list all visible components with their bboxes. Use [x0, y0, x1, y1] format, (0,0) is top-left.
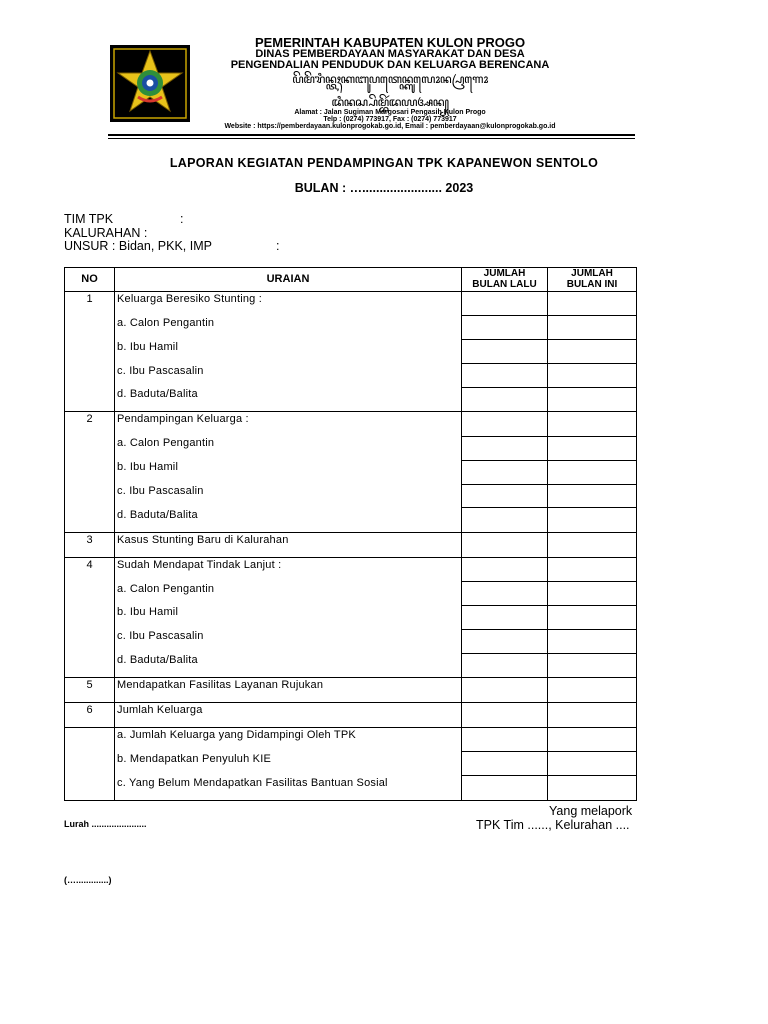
row-description: d. Baduta/Balita [115, 653, 462, 677]
input-bulan-ini[interactable] [548, 412, 637, 436]
input-bulan-ini[interactable] [548, 727, 637, 751]
row-description: Keluarga Beresiko Stunting : [115, 291, 462, 315]
row-number [65, 653, 115, 677]
row-number: 2 [65, 412, 115, 436]
row-description: c. Ibu Pascasalin [115, 484, 462, 508]
input-bulan-lalu[interactable] [462, 653, 548, 677]
input-bulan-ini[interactable] [548, 653, 637, 677]
input-bulan-lalu[interactable] [462, 484, 548, 508]
row-number [65, 484, 115, 508]
table-row [65, 508, 637, 532]
input-bulan-ini[interactable] [548, 436, 637, 460]
input-bulan-ini[interactable] [548, 678, 637, 703]
input-bulan-lalu[interactable] [462, 508, 548, 532]
input-bulan-ini[interactable] [548, 703, 637, 728]
header-no: NO [65, 268, 115, 292]
header-jumlah-bulan-lalu [462, 268, 548, 292]
row-description: c. Yang Belum Mendapatkan Fasilitas Bantuan Sosial [115, 776, 462, 800]
row-description: d. Baduta/Balita [115, 387, 462, 411]
letterhead-government: PEMERINTAH KABUPATEN KULON PROGO [254, 35, 526, 50]
table-row [65, 364, 637, 388]
input-bulan-lalu[interactable] [462, 605, 548, 629]
row-number [65, 436, 115, 460]
table-row [65, 727, 637, 751]
row-number: 6 [65, 703, 115, 728]
letterhead-address: Alamat : Jalan Sugiman Margosari Pengasih Kulon Progo [294, 109, 486, 116]
table-row [65, 412, 637, 436]
activity-report-table [64, 267, 637, 801]
table-row [65, 460, 637, 484]
table-row [65, 629, 637, 653]
header-jumlah-bulan-ini-line1: JUMLAH [571, 268, 613, 280]
table-row [65, 653, 637, 677]
table-row [65, 678, 637, 703]
row-description: b. Ibu Hamil [115, 340, 462, 364]
table-row [65, 340, 637, 364]
report-title: LAPORAN KEGIATAN PENDAMPINGAN TPK KAPANEWON SENTOLO [169, 156, 599, 170]
row-number [65, 364, 115, 388]
table-row [65, 532, 637, 557]
lurah-signature-label: Lurah ...................... [64, 819, 147, 829]
row-number [65, 340, 115, 364]
input-bulan-ini[interactable] [548, 340, 637, 364]
table-row [65, 752, 637, 776]
row-description: b. Ibu Hamil [115, 460, 462, 484]
table-row [65, 316, 637, 340]
input-bulan-ini[interactable] [548, 557, 637, 581]
row-description: a. Calon Pengantin [115, 316, 462, 340]
input-bulan-ini[interactable] [548, 508, 637, 532]
row-number [65, 752, 115, 776]
table-row [65, 776, 637, 800]
row-number: 5 [65, 678, 115, 703]
regency-logo [110, 45, 190, 122]
table-row [65, 484, 637, 508]
row-number [65, 629, 115, 653]
input-bulan-lalu[interactable] [462, 629, 548, 653]
team-label: TIM TPK [64, 212, 114, 226]
unsur-label: UNSUR : Bidan, PKK, IMP [64, 239, 212, 253]
table-row [65, 582, 637, 606]
input-bulan-lalu[interactable] [462, 291, 548, 315]
row-number: 1 [65, 291, 115, 315]
input-bulan-lalu[interactable] [462, 316, 548, 340]
header-jumlah-bulan-ini-line2: BULAN INI [566, 279, 618, 291]
letterhead-divider-thin [108, 138, 635, 139]
input-bulan-lalu[interactable] [462, 557, 548, 581]
team-colon: : [180, 212, 184, 226]
table-row [65, 605, 637, 629]
letterhead-agency-line2: PENGENDALIAN PENDUDUK DAN KELUARGA BERENCANA [230, 59, 550, 71]
table-header-row [65, 268, 637, 292]
header-jumlah-bulan-ini [548, 268, 637, 292]
input-bulan-ini[interactable] [548, 629, 637, 653]
row-description: c. Ibu Pascasalin [115, 364, 462, 388]
reporter-label: Yang melapork [549, 804, 633, 818]
row-description: Jumlah Keluarga [115, 703, 462, 728]
table-row [65, 557, 637, 581]
lurah-signature-name: (….............) [64, 875, 112, 885]
table-row [65, 703, 637, 728]
row-description: Kasus Stunting Baru di Kalurahan [115, 532, 462, 557]
row-number [65, 460, 115, 484]
input-bulan-ini[interactable] [548, 776, 637, 800]
table-row [65, 291, 637, 315]
letterhead-phone: Telp : (0274) 773917, Fax : (0274) 773917 [323, 116, 457, 123]
row-description: Sudah Mendapat Tindak Lanjut : [115, 557, 462, 581]
row-number [65, 508, 115, 532]
row-number [65, 582, 115, 606]
input-bulan-ini[interactable] [548, 605, 637, 629]
input-bulan-lalu[interactable] [462, 776, 548, 800]
input-bulan-ini[interactable] [548, 387, 637, 411]
input-bulan-lalu[interactable] [462, 387, 548, 411]
input-bulan-lalu[interactable] [462, 340, 548, 364]
row-description: Pendampingan Keluarga : [115, 412, 462, 436]
letterhead-website: Website : https://pemberdayaan.kulonprogokab.go.id, Email : pemberdayaan@kulonprogokab.go.id [224, 123, 556, 130]
input-bulan-ini[interactable] [548, 316, 637, 340]
table-row [65, 436, 637, 460]
header-uraian: URAIAN [115, 268, 462, 292]
row-description: a. Calon Pengantin [115, 436, 462, 460]
row-number [65, 387, 115, 411]
input-bulan-lalu[interactable] [462, 412, 548, 436]
input-bulan-lalu[interactable] [462, 582, 548, 606]
table-row [65, 387, 637, 411]
row-number: 4 [65, 557, 115, 581]
header-jumlah-bulan-lalu-line1: JUMLAH [483, 268, 526, 280]
row-number: 3 [65, 532, 115, 557]
letterhead-javanese-script-1: ꦥꦼꦩꦼꦫꦶꦤ꧀ꦠꦃꦏꦧꦸꦥꦠꦺꦤ꧀ꦏꦸꦭꦺꦴꦤ꧀ꦥꦿꦒꦺꦴ [292, 72, 488, 86]
row-description: c. Ibu Pascasalin [115, 629, 462, 653]
input-bulan-ini[interactable] [548, 484, 637, 508]
row-description: d. Baduta/Balita [115, 508, 462, 532]
row-description: a. Calon Pengantin [115, 582, 462, 606]
input-bulan-lalu[interactable] [462, 436, 548, 460]
input-bulan-lalu[interactable] [462, 727, 548, 751]
row-description: Mendapatkan Fasilitas Layanan Rujukan [115, 678, 462, 703]
row-number [65, 727, 115, 751]
unsur-colon: : [276, 239, 280, 253]
letterhead-javanese-script-2: ꦢꦶꦤꦱ꧀ꦥꦼꦩ꧀ꦧꦼꦂꦢꦪꦄꦤ꧀ [331, 95, 449, 109]
row-number [65, 605, 115, 629]
report-month: BULAN : …....................... 2023 [294, 181, 474, 195]
row-number [65, 776, 115, 800]
input-bulan-lalu[interactable] [462, 703, 548, 728]
reporter-place: TPK Tim ......, Kelurahan .... [476, 818, 630, 832]
input-bulan-ini[interactable] [548, 364, 637, 388]
kalurahan-label: KALURAHAN : [64, 226, 148, 240]
row-description: b. Ibu Hamil [115, 605, 462, 629]
row-description: b. Mendapatkan Penyuluh KIE [115, 752, 462, 776]
input-bulan-lalu[interactable] [462, 532, 548, 557]
input-bulan-lalu[interactable] [462, 364, 548, 388]
row-number [65, 316, 115, 340]
input-bulan-lalu[interactable] [462, 752, 548, 776]
input-bulan-ini[interactable] [548, 752, 637, 776]
letterhead-divider-thick [108, 134, 635, 136]
input-bulan-lalu[interactable] [462, 460, 548, 484]
letterhead-agency: DINAS PEMBERDAYAAN MASYARAKAT DAN DESA [255, 48, 525, 60]
input-bulan-ini[interactable] [548, 582, 637, 606]
input-bulan-ini[interactable] [548, 460, 637, 484]
row-description: a. Jumlah Keluarga yang Didampingi Oleh TPK [115, 727, 462, 751]
header-jumlah-bulan-lalu-line2: BULAN LALU [472, 279, 537, 291]
input-bulan-ini[interactable] [548, 532, 637, 557]
input-bulan-ini[interactable] [548, 291, 637, 315]
input-bulan-lalu[interactable] [462, 678, 548, 703]
